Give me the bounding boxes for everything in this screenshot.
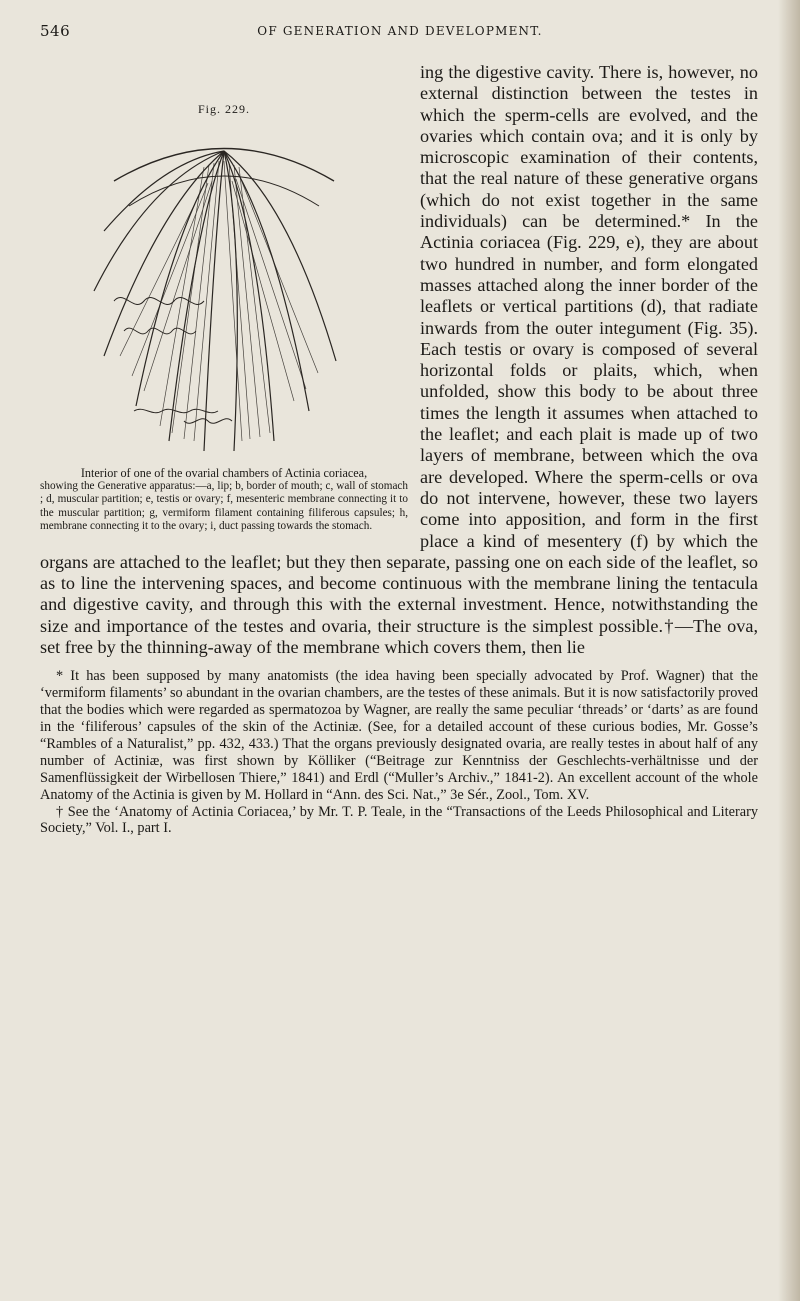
caption-title: Interior of one of the ovarial chambers of Actinia coriacea, <box>80 466 368 480</box>
page-header <box>40 22 760 46</box>
caption-body: showing the Generative apparatus:—a, lip; b, border of mouth; c, wall of stomach ; d, muscular partition; e, testis or ovary; f, mesenteric membrane connecting it to the muscular partition; g, vermiform filament containing filiferous capsules; h, membrane connecting it to the ovary; i, duct passing towards the stomach. <box>40 480 408 532</box>
figure-229 <box>40 102 408 533</box>
footnote-dagger: † See the ‘Anatomy of Actinia Coriacea,’ by Mr. T. P. Teale, in the “Transactions of the Leeds Philosophical and Literary Society,” Vol. I., part I. <box>40 803 758 837</box>
actinia-illustration <box>74 121 374 461</box>
page-edge-shadow <box>778 0 800 1301</box>
page-number: 546 <box>40 22 71 40</box>
page-content <box>40 62 758 837</box>
footnotes <box>40 668 758 837</box>
figure-label: Fig. 229. <box>197 102 250 116</box>
body-paragraph: ing the digestive cavity. There is, however, no external distinction between the testes in which the sperm-cells are evolved, and the ovaries which contain ova; and it is only by microscopic examination of their contents, that the real nature of these generative organs (which do not exist together in the same individuals) can be determined.* In the Actinia coriacea (Fig. 229, e), they are about two hundred in number, and form elongated masses attached along the inner border of the leaflets or vertical partitions (d), that radiate inwards from the outer integument (Fig. 35). Each testis or ovary is composed of several horizontal folds or plaits, which, when unfolded, show this body to be about three times the length it assumes when attached to the leaflet; and each plait is made up of two layers of membrane, between which the ova are developed. Where the sperm-cells or ova do not intervene, however, these two layers come into apposition, and form in the first place a kind of mesentery (f) by which the organs are attached to the leaflet; but they then separate, passing one on each side of the leaflet, so as to line the intervening spaces, and become continuous with the membrane lining the tentacula and digestive cavity, and through this with the external investment. Hence, notwithstanding the size and importance of the testes and ovaria, their structure is the simplest possible.†—The ova, set free by the thinning-away of the membrane which covers them, then lie <box>40 62 758 658</box>
running-head: OF GENERATION AND DEVELOPMENT. <box>257 24 543 38</box>
figure-caption <box>40 467 408 533</box>
footnote-star: * It has been supposed by many anatomists (the idea having been specially advocated by Prof. Wagner) that the ‘vermiform filaments’ so abundant in the ovarian chambers, are the testes of these animals. But it is now satisfactorily proved that the bodies which were regarded as spermatozoa by Wagner, are really the same peculiar ‘threads’ or ‘darts’ as are found in the ‘filiferous’ capsules of the skin of the Actiniæ. (See, for a detailed account of these curious bodies, Mr. Gosse’s “Rambles of a Naturalist,” pp. 432, 433.) That the organs previously designated ovaria, are really testes in about half of any number of Actiniæ, was first shown by Kölliker (“Beitrage zur Kenntniss der Geschlechts-verhältnisse und der Samenflüssigkeit der Wirbellosen Thiere,” 1841) and Erdl (“Muller’s Archiv.,” 1841-2). An excellent account of the whole Anatomy of the Actinia is given by M. Hollard in “Ann. des Sci. Nat.,” 3e Sér., Zool., Tom. XV. <box>40 668 758 803</box>
